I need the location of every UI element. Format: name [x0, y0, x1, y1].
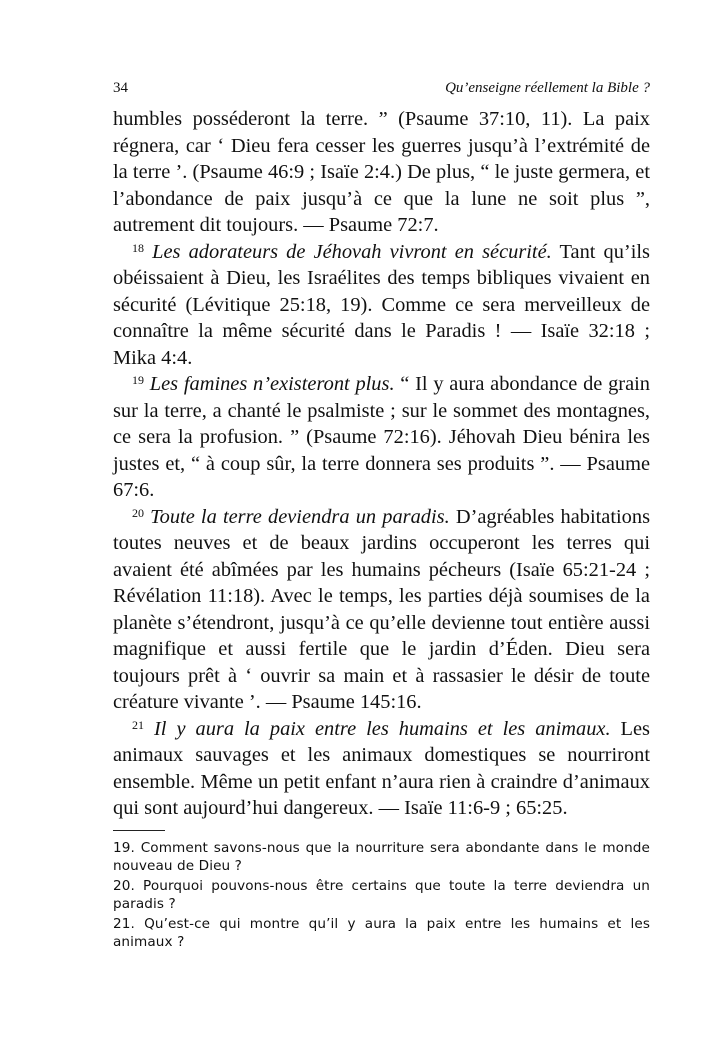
paragraph-lead: Les adorateurs de Jéhovah vivront en sécurité. [152, 240, 552, 263]
paragraph-number: 19 [132, 373, 144, 387]
running-header [113, 78, 650, 106]
book-page [113, 78, 650, 953]
paragraph-number: 20 [132, 505, 144, 520]
paragraph-text: Les animaux sauvages et les animaux domestiques se nourriront ensemble. Même un petit enfant n’aura rien à craindre d’animaux qui sont aujourd’hui dangereux. — Isaïe 11:6-9 ; 65:25. [113, 717, 650, 819]
running-title: Qu’enseigne réellement la Bible ? [445, 80, 650, 96]
body-text [113, 106, 650, 822]
study-question-19: 19. Comment savons-nous que la nourriture sera abondante dans le monde nouveau de Dieu ? [113, 839, 650, 874]
paragraph-text: D’agréables habitations toutes neuves et de beaux jardins occuperont les terres qui avaient été abîmées par les humains pécheurs (Isaïe 65:21-24 ; Révélation 11:18). Avec le temps, les parties déjà soumises de la planète s’étendront, jusqu’à ce qu’elle devienne tout entière aussi magnifique et aussi fertile que le jardin d’Éden. Dieu sera toujours prêt à ‘ ouvrir sa main et à rassasier le désir de toute créature vivante ’. — Psaume 145:16. [113, 505, 651, 713]
paragraph-20 [113, 504, 650, 716]
paragraph-19 [113, 371, 650, 504]
paragraph-18 [113, 239, 650, 372]
page-number: 34 [113, 80, 128, 96]
paragraph-continued [113, 106, 650, 239]
study-questions [113, 839, 650, 951]
footnote-divider [113, 830, 165, 831]
paragraph-number: 21 [132, 717, 144, 732]
paragraph-text: “ Il y aura abondance de grain sur la terre, a chanté le psalmiste ; sur le sommet des montagnes, ce sera la profusion. ” (Psaume 72:16). Jéhovah Dieu bénira les justes et, “ à coup sûr, la terre donnera ses produits ”. — Psaume 67:6. [113, 373, 650, 501]
study-question-20: 20. Pourquoi pouvons-nous être certains que toute la terre deviendra un paradis ? [113, 877, 650, 912]
study-question-21: 21. Qu’est-ce qui montre qu’il y aura la paix entre les humains et les animaux ? [113, 915, 650, 950]
paragraph-lead: Il y aura la paix entre les humains et les animaux. [154, 717, 611, 740]
paragraph-text: Tant qu’ils obéissaient à Dieu, les Israélites des temps bibliques vivaient en sécurité (Lévitique 25:18, 19). Comme ce sera merveilleux de connaître la même sécurité dans le Paradis ! — Isaïe 32:18 ; Mika 4:4. [113, 240, 650, 369]
paragraph-lead: Les famines n’existeront plus. [149, 373, 395, 395]
paragraph-21 [113, 716, 650, 822]
paragraph-lead: Toute la terre deviendra un paradis. [150, 505, 450, 528]
paragraph-text: humbles posséderont la terre. ” (Psaume 37:10, 11). La paix régnera, car ‘ Dieu fera cesser les guerres jusqu’à l’extrémité de la terre ’. (Psaume 46:9 ; Isaïe 2:4.) De plus, “ le juste germera, et l’abondance de paix jusqu’à ce que la lune ne soit plus ”, autrement dit toujours. — Psaume 72:7. [113, 108, 650, 236]
paragraph-number: 18 [132, 240, 144, 255]
